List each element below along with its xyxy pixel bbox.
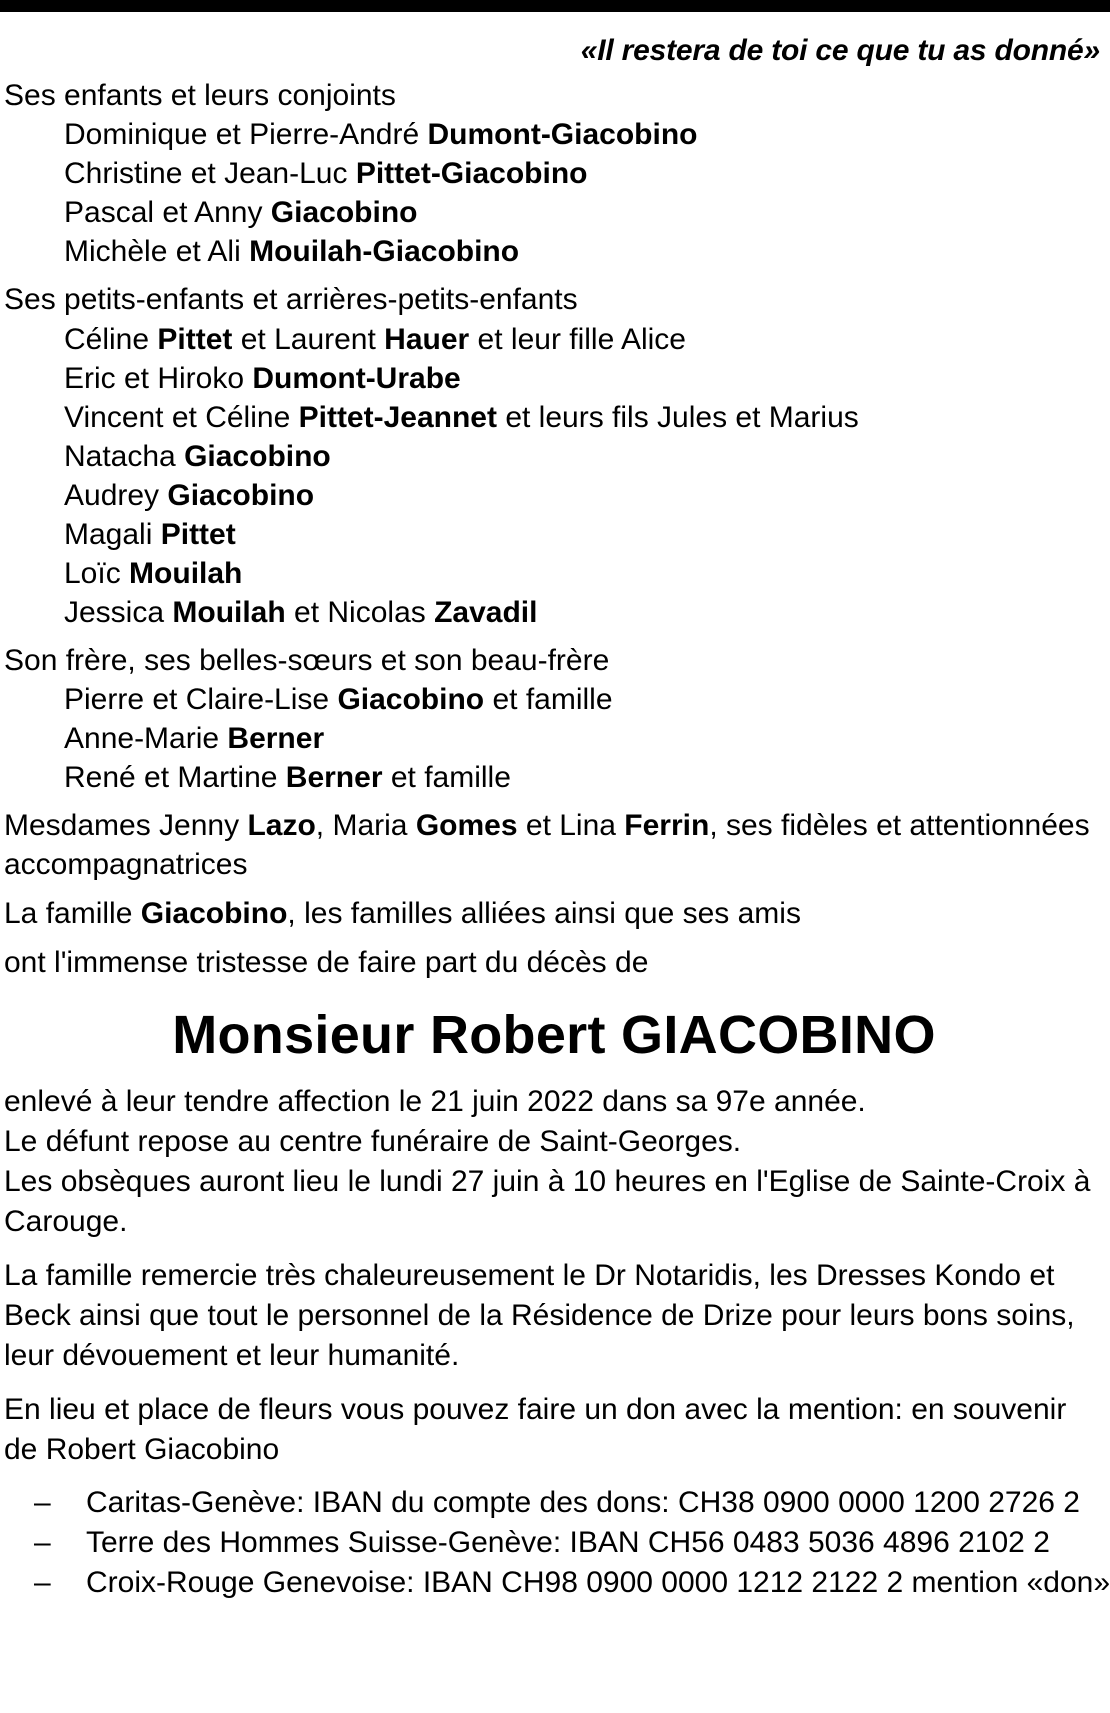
group-grandchildren (4, 280, 1104, 632)
entry-surname: Giacobino (337, 683, 485, 717)
dash-bullet: – (34, 1526, 51, 1560)
detail-line: Les obsèques auront lieu le lundi 27 juin à 10 heures en l'Eglise de Sainte-Croix à Carouge. (4, 1165, 1091, 1239)
entry-plain: et famille (484, 683, 613, 717)
donation-intro-text: En lieu et place de fleurs vous pouvez faire un don avec la mention: en souvenir de Robert Giacobino (4, 1392, 1067, 1466)
list-item (4, 476, 1104, 515)
entry-plain: Vincent et Céline (64, 400, 299, 434)
donation-list (4, 1483, 1110, 1603)
list-item (4, 232, 1104, 271)
group-entries (4, 115, 1104, 271)
entry-plain: Anne-Marie (64, 722, 228, 756)
donation-text: Croix-Rouge Genevoise: IBAN CH98 0900 0000 1212 2122 2 mention «don» (86, 1566, 1110, 1600)
detail-line: Le défunt repose au centre funéraire de Saint-Georges. (4, 1125, 742, 1159)
text-fragment: , Maria (315, 809, 416, 843)
entry-surname: Dumont-Giacobino (427, 118, 698, 152)
notice-content (0, 32, 1110, 1603)
detail-line: enlevé à leur tendre affection le 21 juin 2022 dans sa 97e année. (4, 1085, 866, 1119)
thanks-paragraph (4, 1256, 1104, 1376)
top-rule (0, 0, 1110, 12)
entry-surname: Dumont-Urabe (252, 361, 461, 395)
entry-surname: Berner (285, 761, 383, 795)
entry-plain: Pascal et Anny (64, 196, 271, 230)
list-item (4, 1483, 1104, 1523)
list-item (4, 680, 1104, 719)
group-entries (4, 320, 1104, 632)
entry-plain: Céline (64, 322, 158, 356)
entry-surname: Pittet-Giacobino (355, 157, 588, 191)
group-heading: Ses petits-enfants et arrières-petits-enfants (4, 283, 578, 317)
group-heading: Son frère, ses belles-sœurs et son beau-frère (4, 643, 610, 677)
list-item (4, 437, 1104, 476)
entry-plain: Christine et Jean-Luc (64, 157, 356, 191)
donation-intro (4, 1390, 1104, 1470)
dash-bullet: – (34, 1566, 51, 1600)
entry-plain: et leurs fils Jules et Marius (496, 400, 859, 434)
entry-surname: Pittet (160, 517, 236, 551)
list-item (4, 1563, 1110, 1603)
entry-plain: Jessica (64, 595, 173, 629)
entry-surname: Giacobino (184, 439, 331, 473)
funeral-details (4, 1082, 1104, 1242)
family-line (4, 894, 1104, 933)
donation-text: Terre des Hommes Suisse-Genève: IBAN CH56 0483 5036 4896 2102 2 (86, 1526, 1050, 1560)
list-item (4, 515, 1104, 554)
entry-surname: Berner (227, 722, 325, 756)
group-siblings (4, 641, 1104, 798)
list-item (4, 359, 1104, 398)
thanks-text: La famille remercie très chaleureusement le Dr Notaridis, les Dresses Kondo et Beck ainsi que tout le personnel de la Résidence de Drize pour leurs bons soins, leur dévouement et leur humanité. (4, 1258, 1075, 1372)
list-item (4, 719, 1104, 758)
caregiver-name: Lazo (247, 809, 316, 843)
text-fragment: , ses fidèles et attentionnées accompagnatrices (4, 809, 1090, 882)
list-item (4, 593, 1104, 632)
announcement-line: ont l'immense tristesse de faire part du décès de (4, 946, 649, 980)
list-item (4, 758, 1104, 797)
dash-bullet: – (34, 1486, 51, 1520)
entry-plain: et famille (382, 761, 511, 795)
text-fragment: Mesdames Jenny (4, 809, 248, 843)
entry-surname: Mouilah-Giacobino (249, 235, 520, 269)
group-entries (4, 680, 1104, 797)
deceased-name: Monsieur Robert GIACOBINO (172, 1005, 936, 1066)
caregivers-paragraph (4, 806, 1104, 884)
entry-surname: Mouilah (129, 556, 243, 590)
entry-surname: Giacobino (270, 196, 418, 230)
entry-surname: Mouilah (172, 595, 286, 629)
entry-plain: Eric et Hiroko (64, 361, 253, 395)
entry-surname: Pittet (157, 322, 233, 356)
list-item (4, 115, 1104, 154)
family-surname: Giacobino (140, 897, 288, 931)
group-children (4, 76, 1104, 272)
text-fragment: et Lina (517, 809, 625, 843)
entry-surname: Pittet-Jeannet (298, 400, 497, 434)
entry-surname: Zavadil (434, 595, 538, 629)
entry-plain: et leur fille Alice (469, 322, 686, 356)
caregiver-name: Gomes (415, 809, 518, 843)
list-item (4, 193, 1104, 232)
entry-surname: Hauer (384, 322, 470, 356)
entry-plain: Magali (64, 517, 161, 551)
text-fragment: , les familles alliées ainsi que ses amis (287, 897, 801, 931)
caregiver-name: Ferrin (624, 809, 710, 843)
list-item (4, 154, 1104, 193)
entry-plain: et Laurent (232, 322, 385, 356)
entry-plain: Audrey (64, 478, 168, 512)
list-item (4, 1523, 1104, 1563)
entry-plain: René et Martine (64, 761, 286, 795)
donation-text: Caritas-Genève: IBAN du compte des dons: CH38 0900 0000 1200 2726 2 (86, 1486, 1080, 1520)
entry-surname: Giacobino (167, 478, 315, 512)
entry-plain: Pierre et Claire-Lise (64, 683, 338, 717)
entry-plain: Natacha (64, 439, 185, 473)
entry-plain: et Nicolas (285, 595, 435, 629)
list-item (4, 554, 1104, 593)
group-heading: Ses enfants et leurs conjoints (4, 78, 396, 112)
entry-plain: Dominique et Pierre-André (64, 118, 428, 152)
list-item (4, 320, 1104, 359)
text-fragment: La famille (4, 897, 141, 931)
epigraph: «Il restera de toi ce que tu as donné» (580, 34, 1100, 67)
list-item (4, 398, 1104, 437)
entry-plain: Michèle et Ali (64, 235, 250, 269)
entry-plain: Loïc (64, 556, 130, 590)
